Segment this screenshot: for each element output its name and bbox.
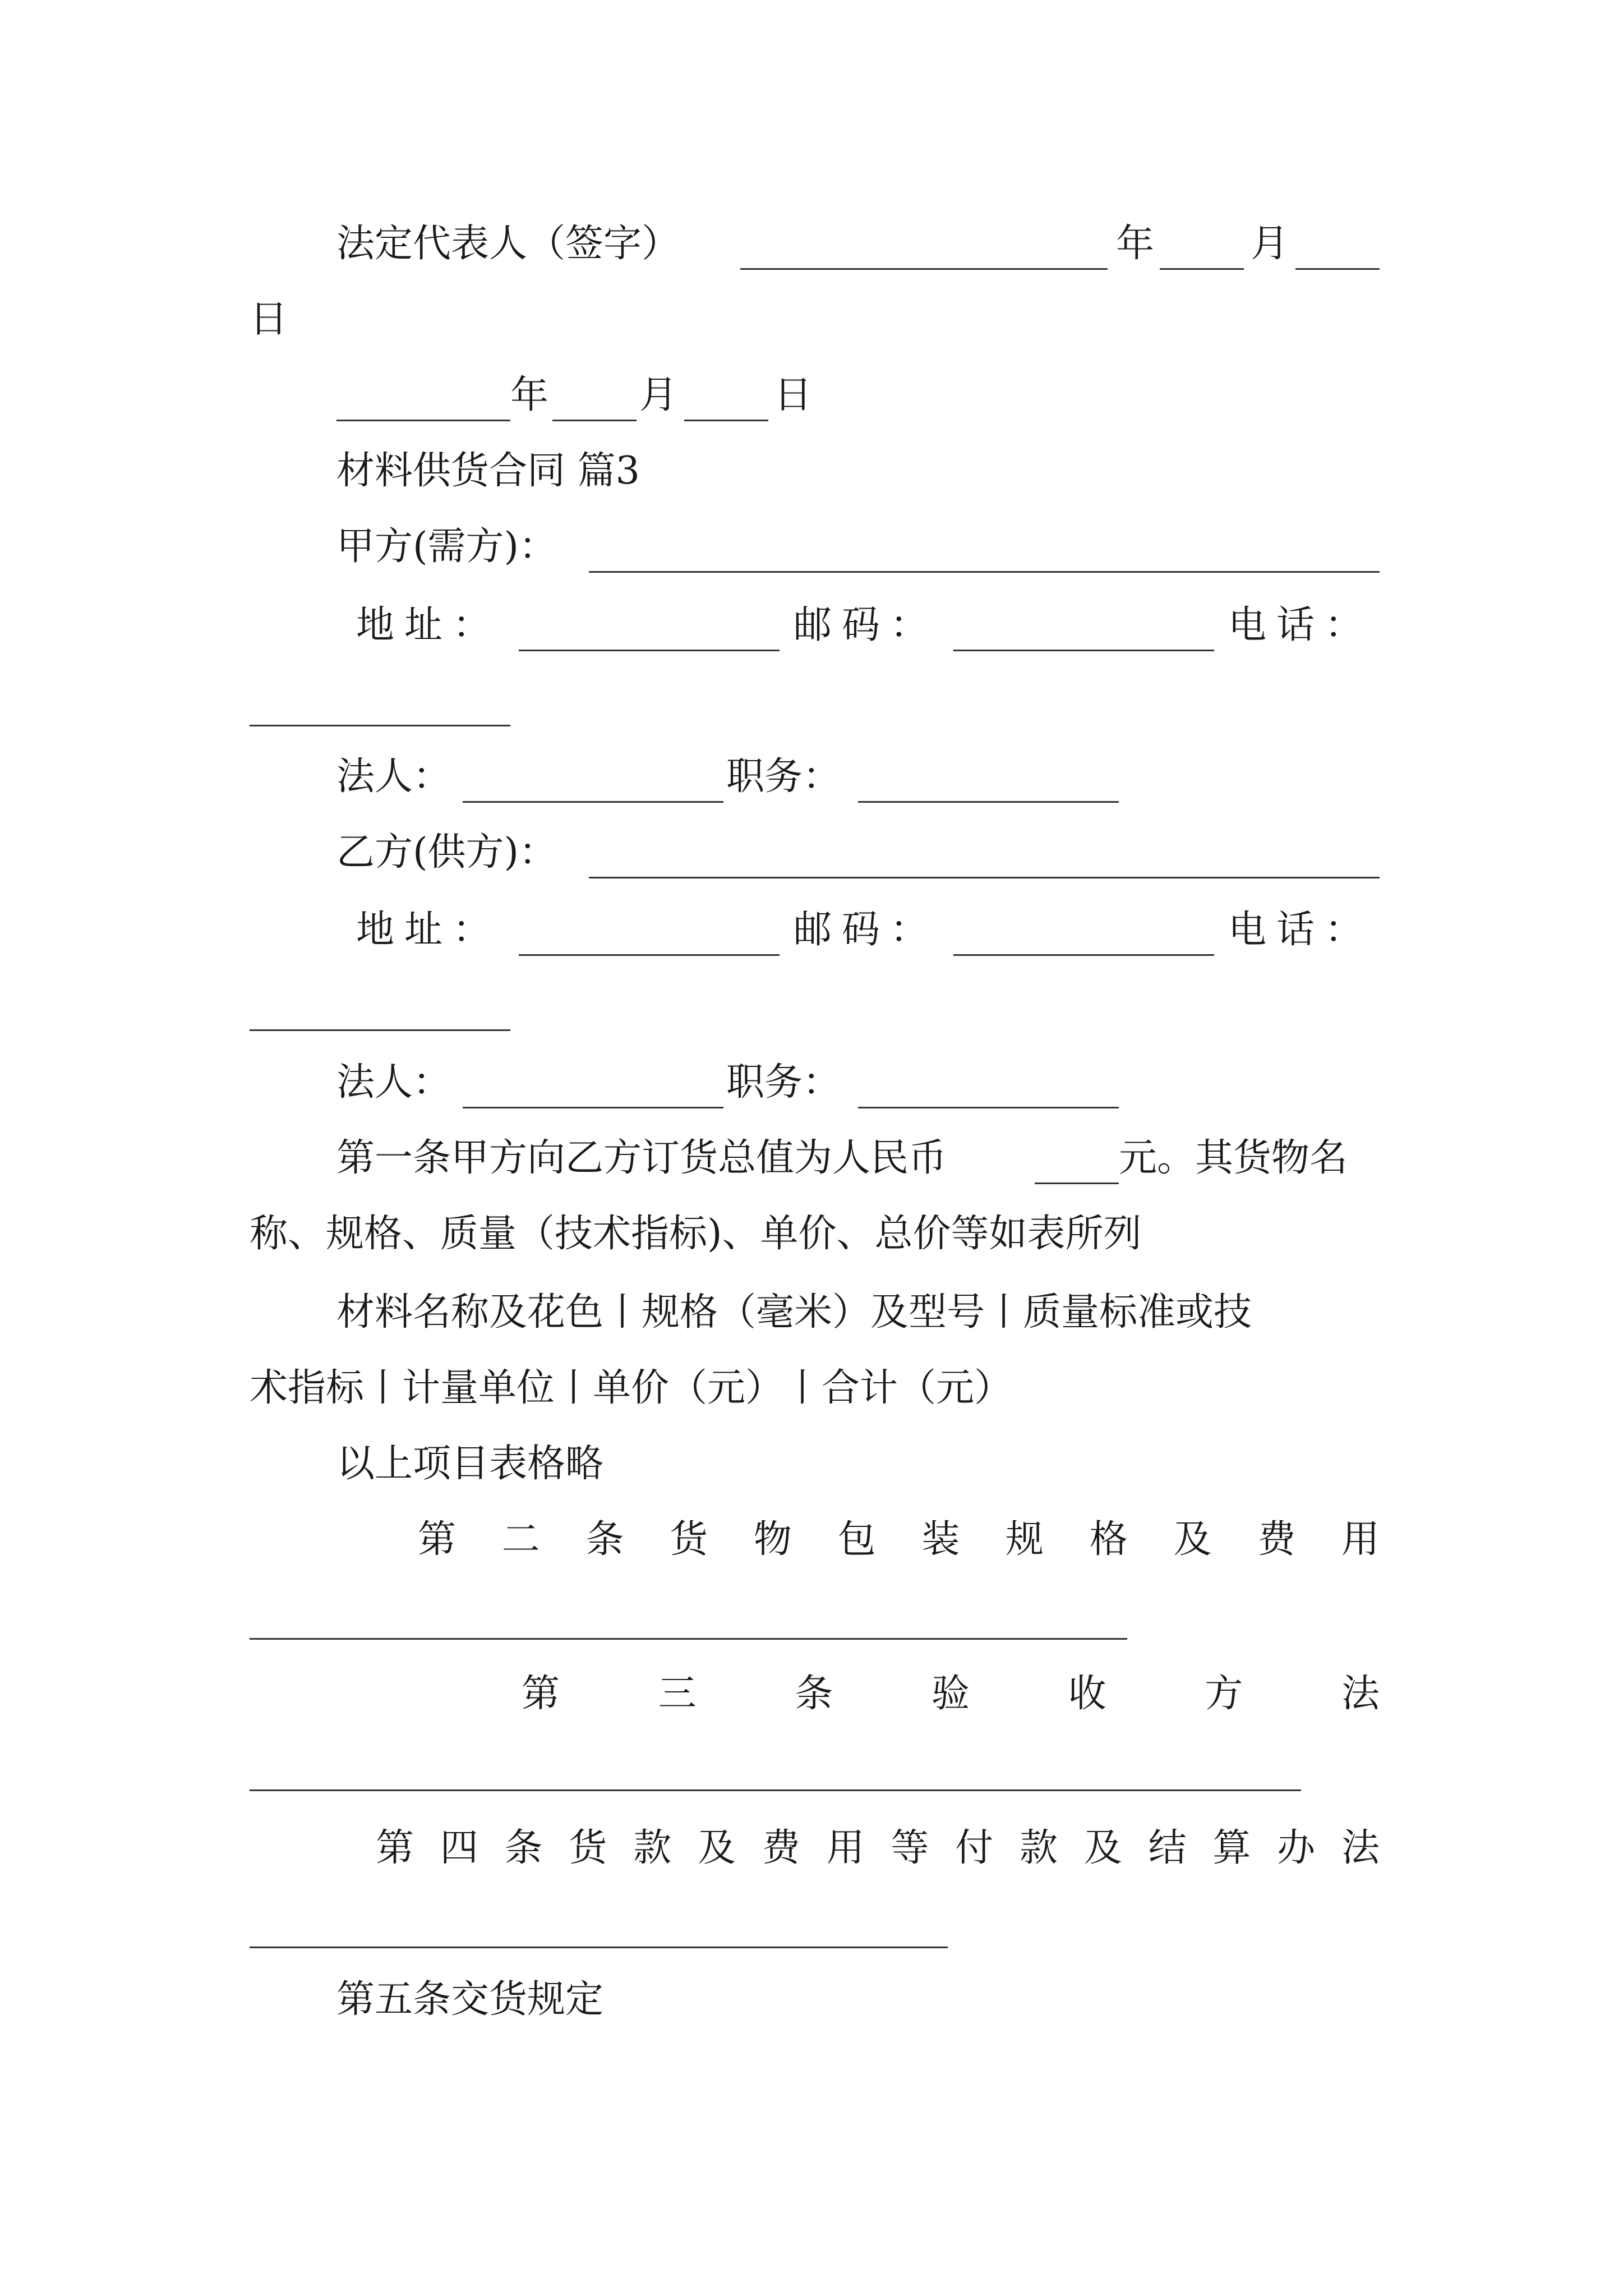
article-2-blank[interactable] [250,1638,1127,1640]
article-1-line2: 称、规格、质量（技术指标)、单价、总价等如表所列 [250,1212,1142,1256]
party-a-legal-blank[interactable] [463,801,723,803]
article-2-char: 物 [753,1517,792,1562]
sig-day-label: 日 [250,297,288,342]
article-4-char: 结 [1148,1826,1187,1870]
party-a-position-label: 职务： [726,754,841,799]
article-2-char: 费 [1257,1517,1296,1562]
party-a-address-label: 地址： [356,603,501,647]
article-3-char: 方 [1205,1672,1243,1716]
article-4-char: 条 [504,1826,543,1870]
article-3-char: 验 [931,1672,970,1716]
article-3-heading [522,1666,1380,1722]
party-a-legal-label: 法人： [336,754,451,799]
date-day-blank[interactable] [684,420,768,421]
article-5-heading: 第五条交货规定 [336,1977,604,2022]
article-4-heading [376,1820,1380,1876]
article-1-text-cont: 元。其货物名 [1119,1136,1348,1180]
article-2-char: 包 [837,1517,876,1562]
article-2-char: 第 [418,1517,457,1562]
party-b-postcode-label: 邮码： [794,908,939,952]
article-4-char: 办 [1277,1826,1316,1870]
article-2-char: 用 [1341,1517,1380,1562]
party-b-postcode-blank[interactable] [953,954,1214,956]
date-year-blank[interactable] [336,420,510,421]
party-b-address-blank[interactable] [519,954,780,956]
article-4-char: 算 [1212,1826,1251,1870]
article-2-char: 货 [670,1517,708,1562]
party-a-postcode-blank[interactable] [953,650,1214,651]
party-b-phone-label: 电话： [1228,908,1373,952]
date-day-label: 日 [774,373,813,417]
article-2-char: 二 [501,1517,540,1562]
party-b-name-label: 乙方(供方)： [336,830,557,875]
table-header-line1: 材料名称及花色丨规格（毫米）及型号丨质量标准或技 [336,1290,1252,1335]
sig-month-label: 月 [1251,222,1289,266]
date-year-label: 年 [510,373,549,417]
rep-signature-label: 法定代表人（签字） [336,222,680,266]
party-b-name-blank[interactable] [589,877,1380,878]
sig-year-label: 年 [1116,222,1155,266]
article-1-amount-blank[interactable] [1035,1182,1119,1184]
date-month-label: 月 [639,373,678,417]
article-4-char: 款 [1019,1826,1058,1870]
party-b-position-label: 职务： [726,1060,841,1105]
article-4-char: 款 [633,1826,672,1870]
article-4-char: 货 [569,1826,607,1870]
party-a-phone-label: 电话： [1228,603,1373,647]
article-2-char: 格 [1089,1517,1128,1562]
party-a-name-label: 甲方(需方)： [336,524,557,569]
party-b-address-label: 地址： [356,908,501,952]
article-2-heading [418,1512,1380,1568]
article-2-char: 及 [1173,1517,1212,1562]
rep-signature-blank[interactable] [740,268,1108,270]
article-3-char: 法 [1341,1672,1380,1716]
party-a-address-blank[interactable] [519,650,780,651]
party-a-position-blank[interactable] [858,801,1119,803]
article-4-char: 法 [1341,1826,1380,1870]
article-4-char: 及 [1083,1826,1122,1870]
article-2-char: 条 [585,1517,624,1562]
article-4-blank[interactable] [250,1947,948,1948]
article-4-char: 四 [440,1826,478,1870]
article-1-text: 第一条甲方向乙方订货总值为人民币 [336,1136,947,1180]
sig-day-blank[interactable] [1295,268,1380,270]
article-3-char: 第 [522,1672,560,1716]
article-4-char: 费 [762,1826,800,1870]
article-4-char: 等 [891,1826,929,1870]
contract-title: 材料供货合同 篇3 [336,449,640,493]
article-3-char: 三 [658,1672,697,1716]
party-b-phone-blank[interactable] [250,1029,510,1031]
article-3-char: 收 [1068,1672,1106,1716]
article-3-blank[interactable] [250,1789,1301,1791]
party-b-legal-label: 法人： [336,1060,451,1105]
article-4-char: 付 [955,1826,994,1870]
sig-month-blank[interactable] [1160,268,1244,270]
article-2-char: 装 [921,1517,960,1562]
party-b-position-blank[interactable] [858,1107,1119,1108]
article-4-char: 及 [697,1826,736,1870]
party-a-postcode-label: 邮码： [794,603,939,647]
party-a-name-blank[interactable] [589,571,1380,573]
table-header-line2: 术指标丨计量单位丨单价（元）丨合计（元） [250,1366,1013,1410]
party-b-legal-blank[interactable] [463,1107,723,1108]
table-note: 以上项目表格略 [336,1442,604,1486]
party-a-phone-blank[interactable] [250,725,510,726]
date-month-blank[interactable] [552,420,637,421]
article-3-char: 条 [795,1672,833,1716]
article-4-char: 用 [826,1826,865,1870]
article-2-char: 规 [1006,1517,1044,1562]
article-4-char: 第 [376,1826,414,1870]
